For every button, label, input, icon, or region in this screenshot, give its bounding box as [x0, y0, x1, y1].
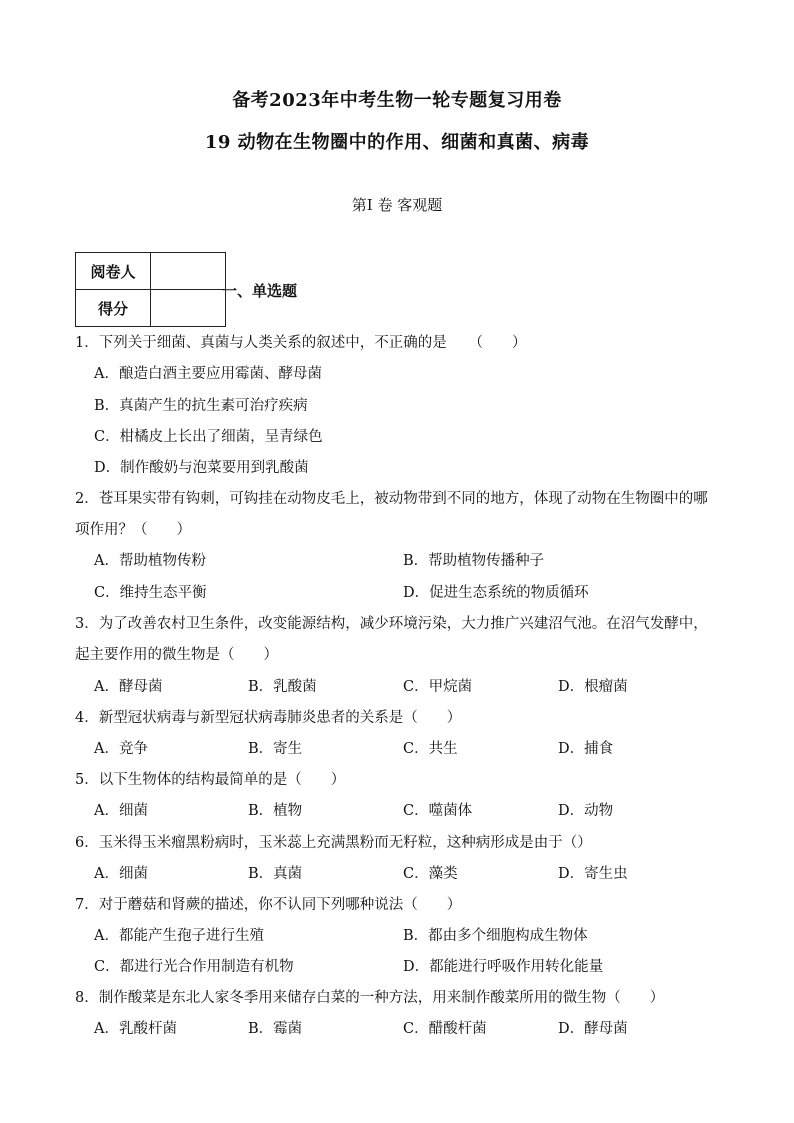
- score-label: 得分: [76, 290, 151, 327]
- question-5-stem: 5．以下生物体的结构最简单的是（ ）: [75, 772, 346, 788]
- document-subtitle: 19 动物在生物圈中的作用、细菌和真菌、病毒: [204, 132, 590, 153]
- question-6-option-a: A．细菌: [94, 866, 148, 882]
- question-8-option-c: C．醋酸杆菌: [403, 1021, 487, 1037]
- question-6-option-c: C．藻类: [403, 866, 458, 882]
- section-heading: 第Ⅰ 卷 客观题: [351, 196, 443, 214]
- question-3-option-b: B．乳酸菌: [248, 679, 317, 695]
- score-row: [76, 290, 226, 327]
- question-5-option-c: C．噬菌体: [403, 803, 473, 819]
- question-2-stem-cont: 项作用？（ ）: [75, 522, 191, 538]
- question-1-option-b: B．真菌产生的抗生素可治疗疾病: [94, 398, 308, 414]
- score-cell: [151, 290, 226, 327]
- reviewer-label: 阅卷人: [76, 253, 151, 290]
- question-4-option-a: A．竞争: [94, 741, 148, 757]
- question-2-option-d: D．促进生态系统的物质循环: [403, 585, 589, 601]
- question-5-option-d: D．动物: [558, 803, 614, 819]
- question-4-option-d: D．捕食: [558, 741, 614, 757]
- question-3-stem: 3．为了改善农村卫生条件，改变能源结构，减少环境污染，大力推广兴建沼气池。在沼气发酵中，: [75, 616, 708, 632]
- question-2-option-b: B．帮助植物传播种子: [403, 553, 545, 569]
- question-8-option-a: A．乳酸杆菌: [94, 1021, 177, 1037]
- question-6-option-b: B．真菌: [248, 866, 303, 882]
- question-8-stem: 8．制作酸菜是东北人家冬季用来储存白菜的一种方法，用来制作酸菜所用的微生物（ ）: [75, 990, 665, 1006]
- question-2-option-a: A．帮助植物传粉: [94, 553, 206, 569]
- reviewer-row: [76, 253, 226, 290]
- reviewer-cell: [151, 253, 226, 290]
- question-4-option-c: C．共生: [403, 741, 458, 757]
- question-6-option-d: D．寄生虫: [558, 866, 628, 882]
- question-1-option-a: A．酿造白酒主要应用霉菌、酵母菌: [94, 366, 322, 382]
- document-title: 备考2023年中考生物一轮专题复习用卷: [232, 90, 562, 111]
- question-2-option-c: C．维持生态平衡: [94, 585, 207, 601]
- question-7-option-d: D．都能进行呼吸作用转化能量: [403, 959, 604, 975]
- question-7-option-a: A．都能产生孢子进行生殖: [94, 928, 264, 944]
- question-7-option-c: C．都进行光合作用制造有机物: [94, 959, 294, 975]
- question-1-stem: 1．下列关于细菌、真菌与人类关系的叙述中，不正确的是 （ ）: [75, 335, 527, 351]
- question-5-option-b: B．植物: [248, 803, 303, 819]
- question-1-option-d: D．制作酸奶与泡菜要用到乳酸菌: [94, 460, 309, 476]
- question-7-stem: 7．对于蘑菇和肾蕨的描述，你不认同下列哪种说法（ ）: [75, 897, 462, 913]
- question-3-option-d: D．根瘤菌: [558, 679, 628, 695]
- question-3-option-c: C．甲烷菌: [403, 679, 473, 695]
- question-1-option-c: C．柑橘皮上长出了细菌，呈青绿色: [94, 429, 323, 445]
- question-4-option-b: B．寄生: [248, 741, 303, 757]
- question-2-stem: 2．苍耳果实带有钩刺，可钩挂在动物皮毛上，被动物带到不同的地方，体现了动物在生物圈中的哪: [75, 491, 708, 507]
- score-table: [75, 252, 226, 327]
- question-5-option-a: A．细菌: [94, 803, 148, 819]
- question-3-stem-cont: 起主要作用的微生物是（ ）: [75, 647, 278, 663]
- question-7-option-b: B．都由多个细胞构成生物体: [403, 928, 588, 944]
- question-4-stem: 4．新型冠状病毒与新型冠状病毒肺炎患者的关系是（ ）: [75, 710, 462, 726]
- question-3-option-a: A．酵母菌: [94, 679, 163, 695]
- question-8-option-d: D．酵母菌: [558, 1021, 628, 1037]
- question-6-stem: 6．玉米得玉米瘤黑粉病时，玉米蕊上充满黑粉而无籽粒，这种病形成是由于（）: [75, 835, 592, 851]
- part-heading: 一、单选题: [222, 282, 298, 300]
- question-8-option-b: B．霉菌: [248, 1021, 303, 1037]
